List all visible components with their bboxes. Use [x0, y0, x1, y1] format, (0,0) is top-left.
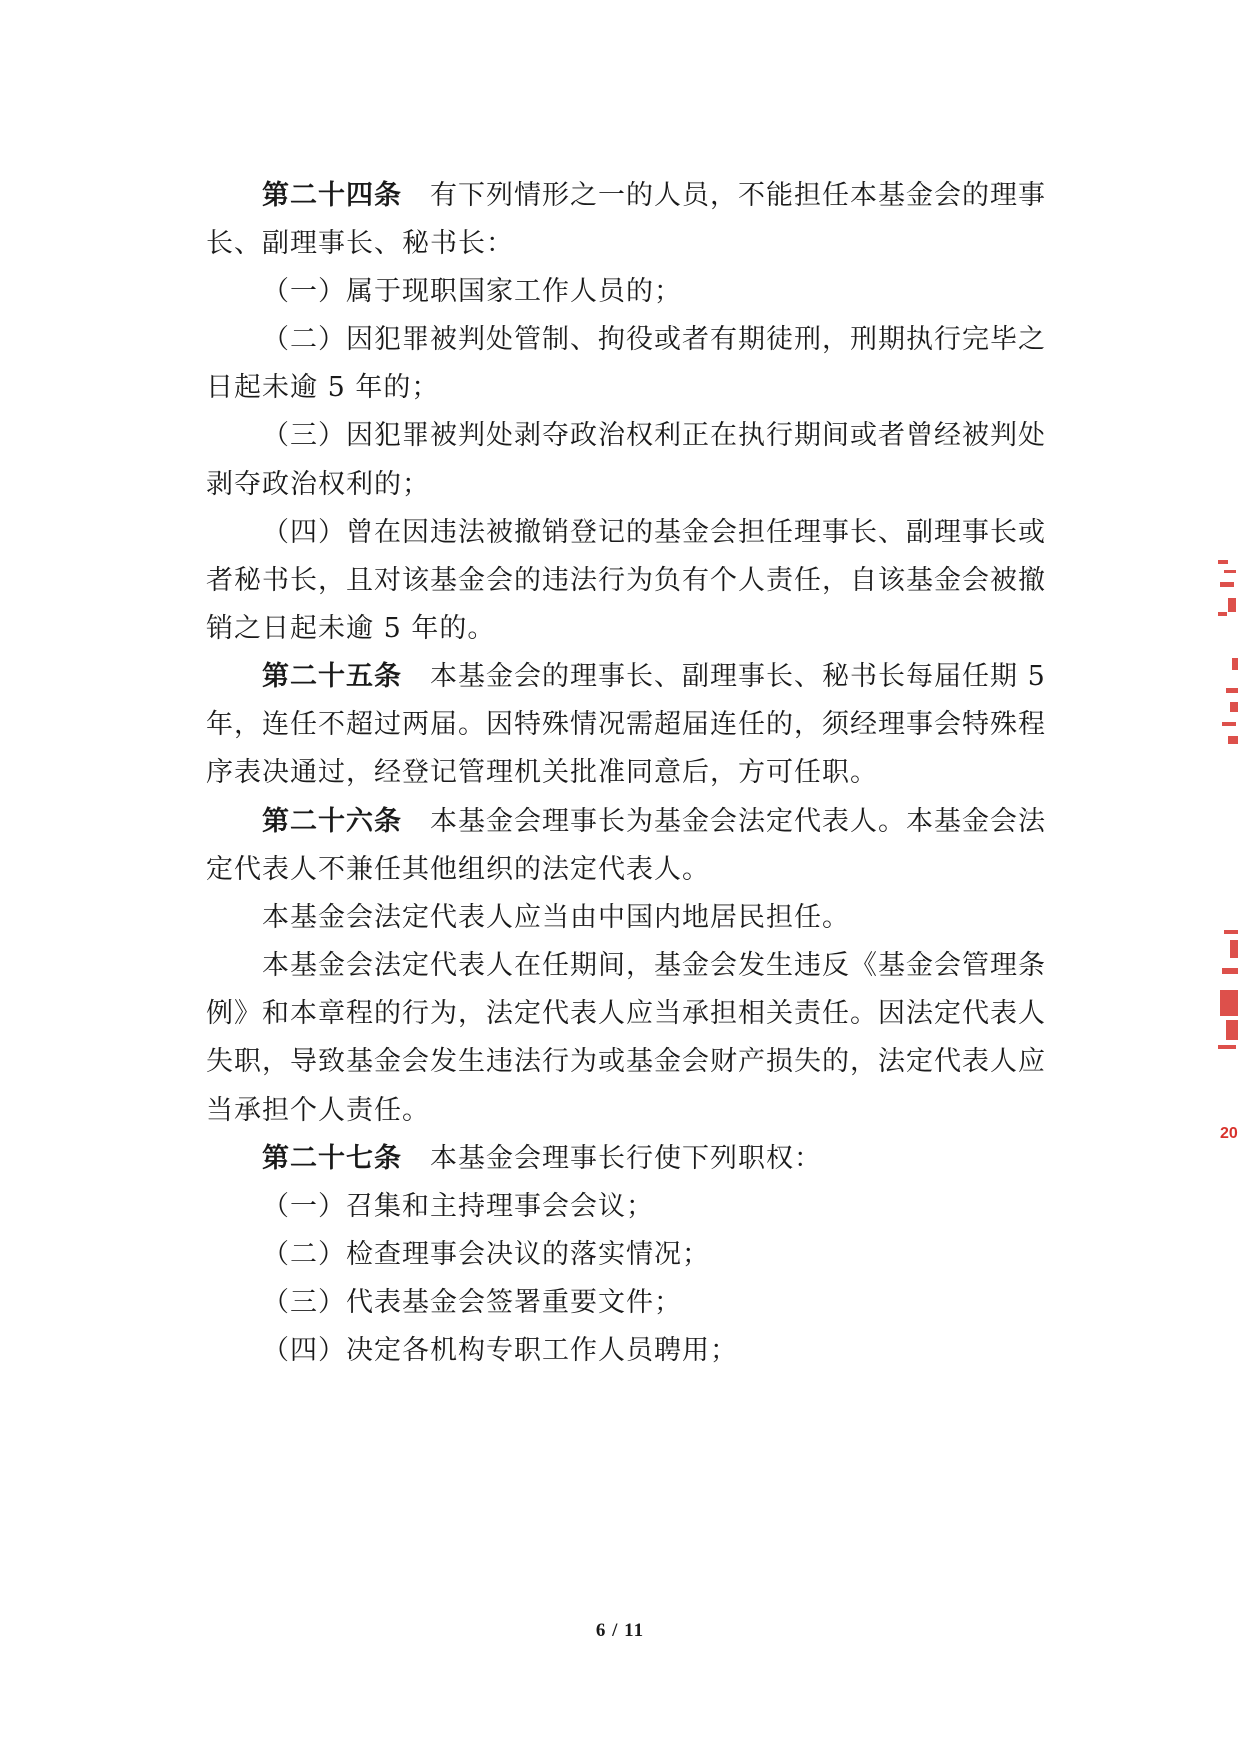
article-27-item-3: （三）代表基金会签署重要文件； [262, 1287, 682, 1318]
seal-mark-14 [1220, 990, 1238, 1016]
seal-mark-1 [1218, 560, 1228, 564]
article-25-line-3: 序表决通过，经登记管理机关批准同意后，方可任职。 [206, 757, 878, 788]
article-24-item-2-line-1: （二）因犯罪被判处管制、拘役或者有期徒刑，刑期执行完毕之 [262, 324, 1046, 355]
article-27-line-1 [262, 1137, 822, 1181]
article-26-line-2: 定代表人不兼任其他组织的法定代表人。 [206, 854, 710, 885]
article-25-line-1 [262, 655, 1046, 699]
article-27-item-4: （四）决定各机构专职工作人员聘用； [262, 1335, 738, 1366]
article-27-heading: 第二十七条 [262, 1143, 402, 1174]
article-25-text: 本基金会的理事长、副理事长、秘书长每届任期 5 [430, 661, 1046, 692]
seal-mark-8 [1230, 702, 1238, 712]
article-24-item-3-line-1: （三）因犯罪被判处剥夺政治权利正在执行期间或者曾经被判处 [262, 420, 1046, 451]
seal-mark-10 [1228, 736, 1238, 744]
seal-mark-7 [1226, 688, 1238, 693]
seal-mark-4 [1228, 598, 1236, 612]
seal-mark-15 [1226, 1020, 1238, 1040]
seal-fragment [1214, 540, 1240, 1240]
article-26-line-1 [262, 800, 1046, 844]
seal-mark-12 [1230, 940, 1238, 958]
article-25-heading: 第二十五条 [262, 661, 402, 692]
article-27-text: 本基金会理事长行使下列职权： [430, 1143, 822, 1174]
seal-mark-3 [1220, 582, 1234, 587]
article-24-item-3-line-2: 剥夺政治权利的； [206, 469, 430, 500]
seal-mark-13 [1222, 968, 1238, 974]
seal-mark-9 [1222, 722, 1236, 726]
seal-mark-16 [1218, 1045, 1236, 1049]
seal-mark-5 [1218, 612, 1227, 616]
seal-mark-6 [1232, 658, 1238, 670]
article-24-heading: 第二十四条 [262, 180, 402, 211]
article-24-line-1 [262, 174, 1046, 218]
article-26-paragraph-2: 本基金会法定代表人应当由中国内地居民担任。 [262, 902, 850, 933]
seal-marks [1218, 560, 1238, 1049]
article-26-paragraph-3-line-2: 例》和本章程的行为，法定代表人应当承担相关责任。因法定代表人 [206, 998, 1046, 1029]
article-24-item-4-line-2: 者秘书长，且对该基金会的违法行为负有个人责任，自该基金会被撤 [206, 565, 1046, 596]
article-26-paragraph-3-line-1: 本基金会法定代表人在任期间，基金会发生违反《基金会管理条 [262, 950, 1046, 981]
article-26-paragraph-3-line-3: 失职，导致基金会发生违法行为或基金会财产损失的，法定代表人应 [206, 1046, 1046, 1077]
article-26-text: 本基金会理事长为基金会法定代表人。本基金会法 [430, 806, 1046, 837]
article-27-item-2: （二）检查理事会决议的落实情况； [262, 1239, 710, 1270]
article-24-text: 有下列情形之一的人员，不能担任本基金会的理事 [430, 180, 1046, 211]
article-24-item-1: （一）属于现职国家工作人员的； [262, 276, 682, 307]
seal-fragment-text: 20 [1220, 1125, 1238, 1142]
article-27-item-1: （一）召集和主持理事会会议； [262, 1191, 654, 1222]
seal-mark-11 [1224, 930, 1238, 934]
article-24-item-2-line-2: 日起未逾 5 年的； [206, 372, 440, 403]
article-24-item-4-line-1: （四）曾在因违法被撤销登记的基金会担任理事长、副理事长或 [262, 517, 1046, 548]
seal-mark-2 [1224, 570, 1236, 573]
article-25-line-2: 年，连任不超过两届。因特殊情况需超届连任的，须经理事会特殊程 [206, 709, 1046, 740]
article-24-line-2: 长、副理事长、秘书长： [206, 228, 514, 259]
article-24-item-4-line-3: 销之日起未逾 5 年的。 [206, 613, 496, 644]
page-number: 6 / 11 [595, 1620, 645, 1641]
article-26-paragraph-3-line-4: 当承担个人责任。 [206, 1095, 430, 1126]
article-26-heading: 第二十六条 [262, 806, 402, 837]
